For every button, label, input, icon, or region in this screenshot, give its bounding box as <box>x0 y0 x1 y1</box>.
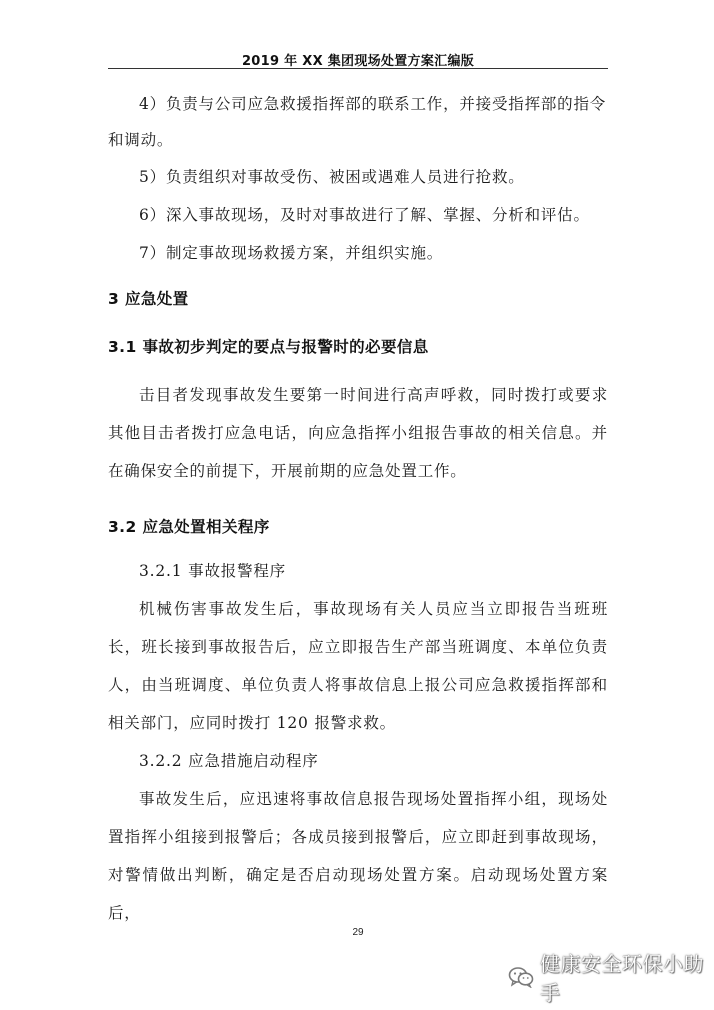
duty-item-5: 5）负责组织对事故受伤、被困或遇难人员进行抢救。 <box>139 168 525 186</box>
duty-item-7: 7）制定事故现场救援方案，并组织实施。 <box>139 244 444 262</box>
page-content <box>108 86 608 932</box>
section-3-2-2-body: 事故发生后，应迅速将事故信息报告现场处置指挥小组，现场处置指挥小组接到报警后；各成员接到报警后，应立即赶到事故现场，对警情做出判断，确定是否启动现场处置方案。启动现场处置方案后， <box>108 790 608 922</box>
section-3-2-1-heading: 3.2.1 事故报警程序 <box>139 562 286 580</box>
section-3-2-2-heading: 3.2.2 应急措施启动程序 <box>139 752 319 770</box>
section-3-1-body: 击目者发现事故发生要第一时间进行高声呼救，同时拨打或要求其他目击者拨打应急电话，向应急指挥小组报告事故的相关信息。并在确保安全的前提下，开展前期的应急处置工作。 <box>108 386 608 480</box>
page-number: 29 <box>352 927 364 938</box>
header-rule <box>108 68 608 69</box>
wechat-icon <box>508 966 534 988</box>
wechat-watermark <box>508 952 714 1005</box>
section-3-1-heading: 3.1 事故初步判定的要点与报警时的必要信息 <box>108 338 429 356</box>
duty-item-4: 4）负责与公司应急救援指挥部的联系工作，并接受指挥部的指令和调动。 <box>108 95 607 149</box>
section-3-heading: 3 应急处置 <box>108 290 189 308</box>
section-3-2-heading: 3.2 应急处置相关程序 <box>108 518 270 536</box>
duty-item-6: 6）深入事故现场，及时对事故进行了解、掌握、分析和评估。 <box>139 206 590 224</box>
watermark-text: 健康安全环保小助手 <box>540 952 704 1005</box>
running-header: 2019 年 XX 集团现场处置方案汇编版 <box>241 54 475 69</box>
section-3-2-1-body: 机械伤害事故发生后，事故现场有关人员应当立即报告当班班长，班长接到事故报告后，应立即报告生产部当班调度、本单位负责人，由当班调度、单位负责人将事故信息上报公司应急救援指挥部和相关部门，应同时拨打 120 报警求救。 <box>108 600 608 732</box>
